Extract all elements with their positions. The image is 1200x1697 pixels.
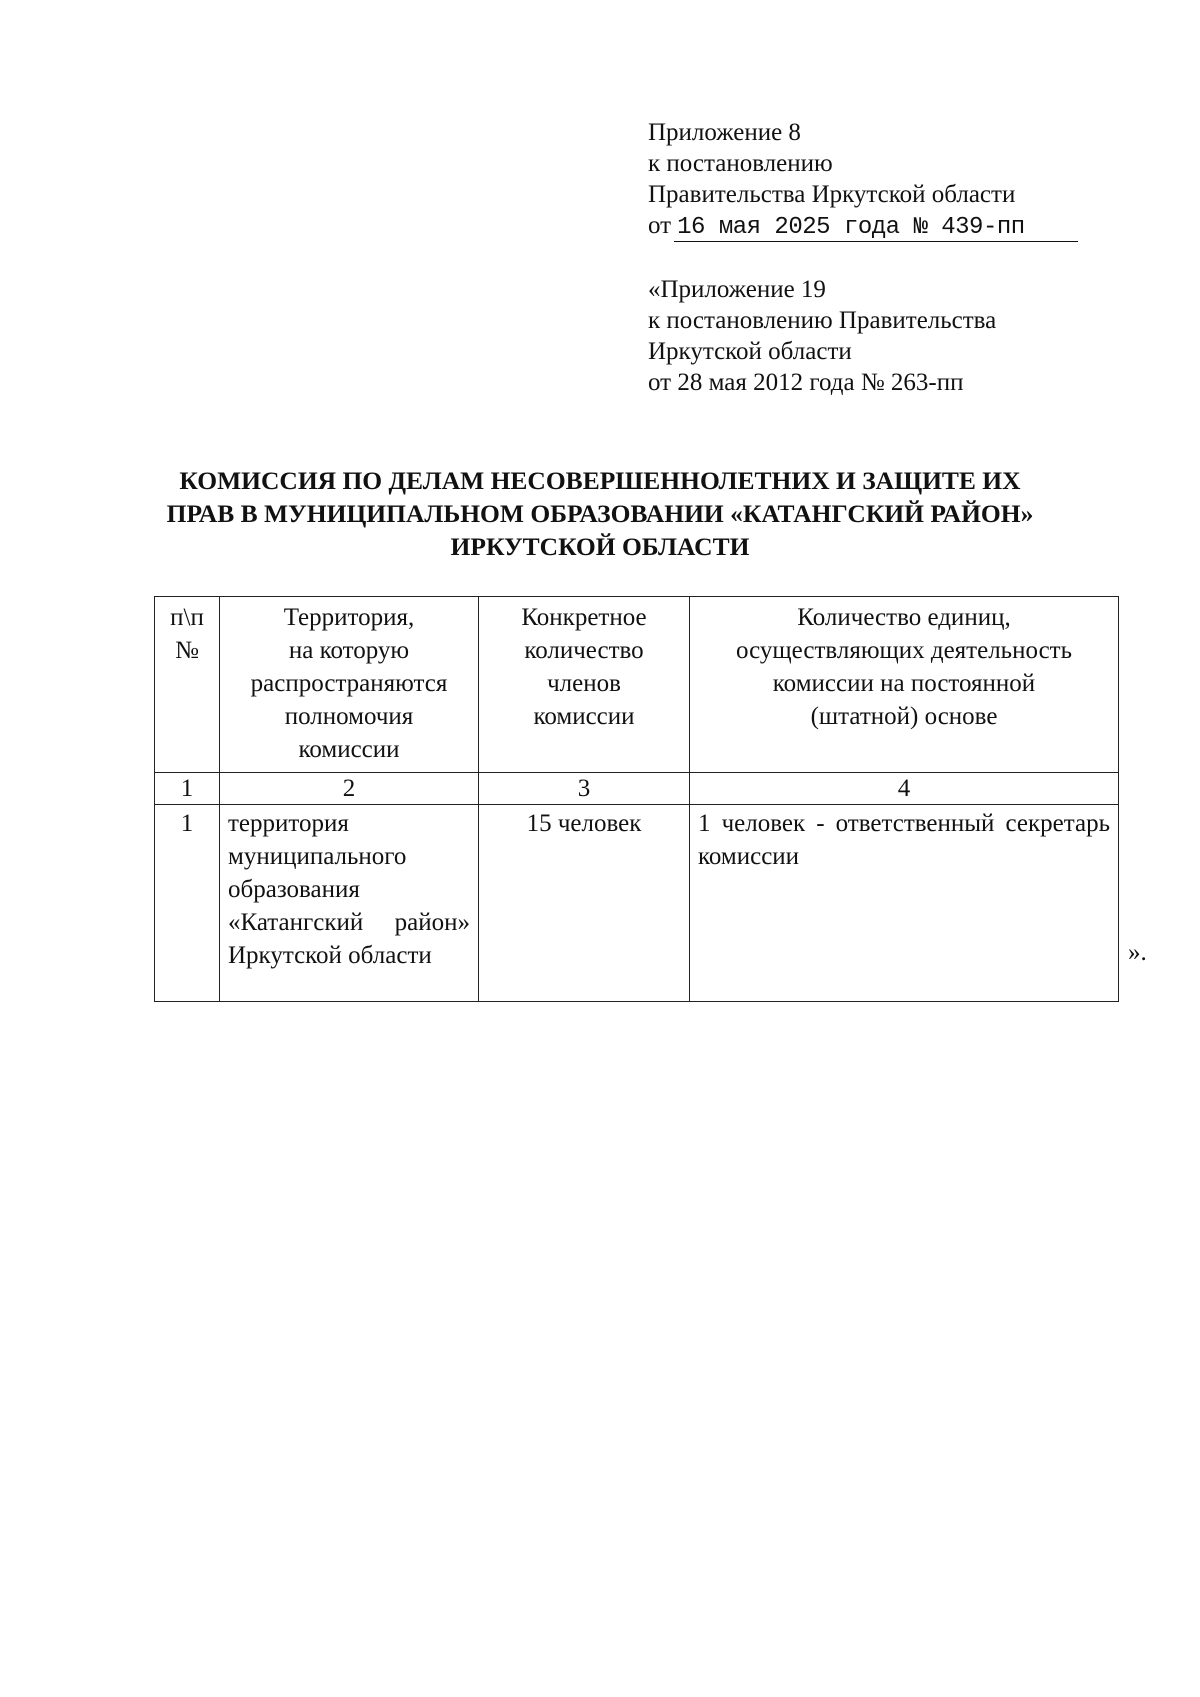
row-staff-count: 1 человек - ответственный секретарь комиссии xyxy=(690,805,1119,1002)
appendix-original-line2: к постановлению Правительства xyxy=(648,307,997,334)
date-value: 16 мая 2025 года № 439-пп xyxy=(677,214,1025,241)
column-number-row xyxy=(155,773,1119,805)
row-members-count: 15 человек xyxy=(479,805,690,1002)
header-number-line2: № xyxy=(175,637,199,664)
table-header-row xyxy=(155,597,1119,773)
appendix-current-line2: к постановлению xyxy=(648,150,833,177)
column-number: 3 xyxy=(479,773,690,805)
header-staff xyxy=(690,597,1119,773)
date-prefix: от xyxy=(648,212,672,239)
appendix-original-header xyxy=(648,274,996,398)
header-territory-line: распространяются xyxy=(250,670,448,697)
header-territory xyxy=(220,597,479,773)
appendix-original-line4: от 28 мая 2012 года № 263-пп xyxy=(648,369,964,396)
table-row xyxy=(155,805,1119,1002)
appendix-original-line1: «Приложение 19 xyxy=(648,276,826,303)
title-line2: ПРАВ В МУНИЦИПАЛЬНОМ ОБРАЗОВАНИИ «КАТАНГСКИЙ РАЙОН» xyxy=(166,499,1034,528)
appendix-current-line1: Приложение 8 xyxy=(648,119,801,146)
header-members xyxy=(479,597,690,773)
header-staff-line: Количество единиц, xyxy=(797,604,1011,631)
appendix-current-date-line xyxy=(648,210,1078,243)
column-number: 1 xyxy=(155,773,220,805)
header-members-line: Конкретное xyxy=(521,604,647,631)
header-members-line: количество xyxy=(524,637,644,664)
appendix-current-header xyxy=(648,117,1078,243)
header-staff-line: осуществляющих деятельность xyxy=(735,637,1073,664)
closing-quote: ». xyxy=(1128,939,1147,966)
title-line3: ИРКУТСКОЙ ОБЛАСТИ xyxy=(450,532,750,561)
appendix-current-line3: Правительства Иркутской области xyxy=(648,181,1016,208)
row-number: 1 xyxy=(155,805,220,1002)
header-staff-line: (штатной) основе xyxy=(810,703,998,730)
header-number xyxy=(155,597,220,773)
document-title xyxy=(100,464,1100,563)
appendix-original-line3: Иркутской области xyxy=(648,338,852,365)
column-number: 2 xyxy=(220,773,479,805)
header-number-line1: п\п xyxy=(170,604,204,631)
header-territory-line: комиссии xyxy=(298,736,400,763)
header-territory-line: на которую xyxy=(288,637,410,664)
commission-table xyxy=(154,596,1119,1002)
row-territory: территория муниципального образования «Катангский район» Иркутской области xyxy=(220,805,479,1002)
header-territory-line: Территория, xyxy=(283,604,415,631)
header-members-line: членов xyxy=(547,670,621,697)
header-staff-line: комиссии на постоянной xyxy=(772,670,1036,697)
header-members-line: комиссии xyxy=(533,703,635,730)
title-line1: КОМИССИЯ ПО ДЕЛАМ НЕСОВЕРШЕННОЛЕТНИХ И ЗАЩИТЕ ИХ xyxy=(179,466,1021,495)
header-territory-line: полномочия xyxy=(284,703,414,730)
column-number: 4 xyxy=(690,773,1119,805)
